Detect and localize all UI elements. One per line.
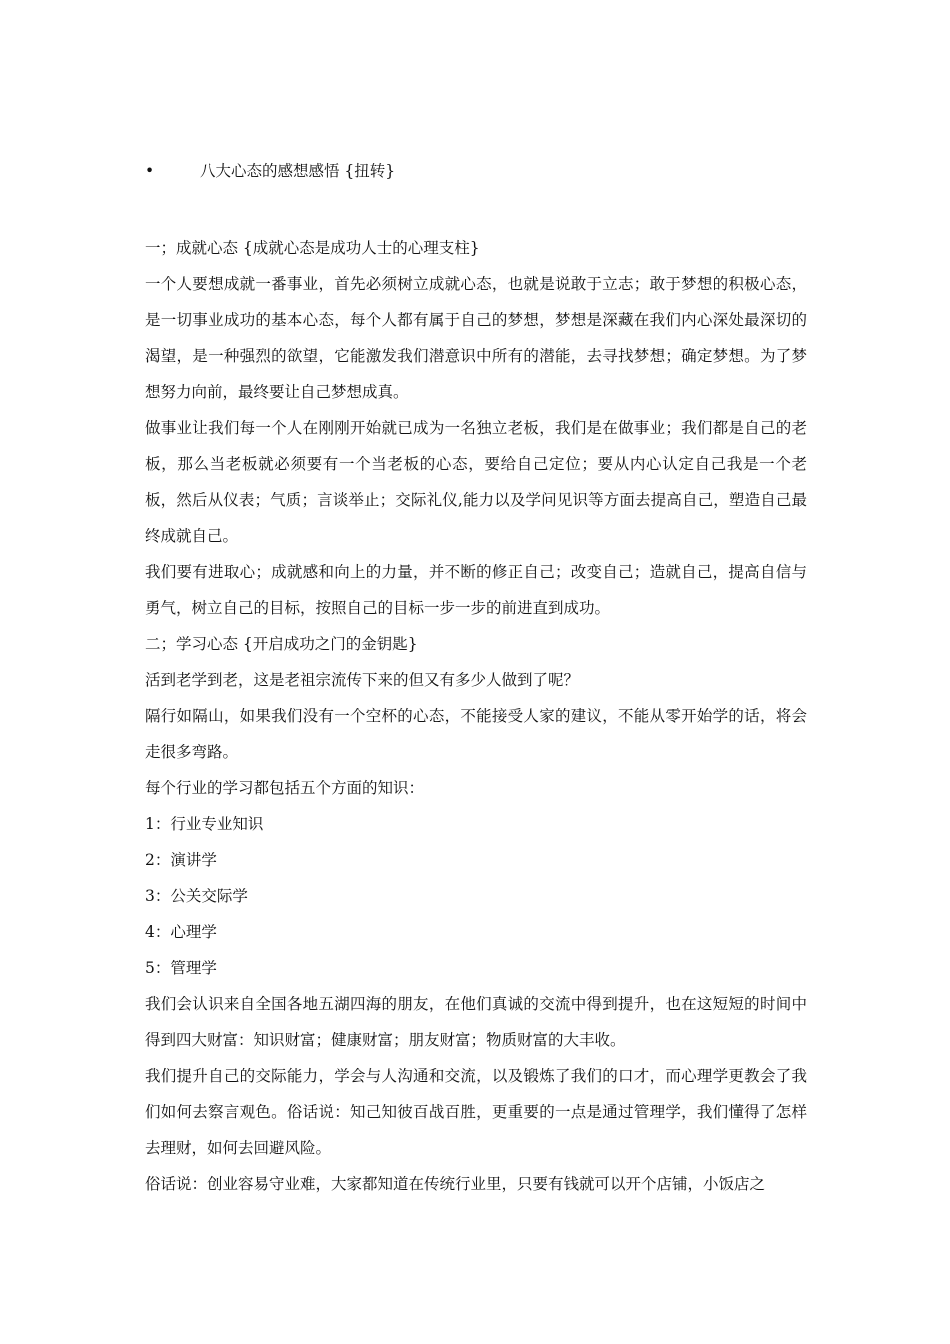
paragraph: 隔行如隔山，如果我们没有一个空杯的心态，不能接受人家的建议，不能从零开始学的话，将会走很多弯路。 (145, 707, 807, 761)
section-heading-learning: 二；学习心态 {开启成功之门的金钥匙} (145, 635, 418, 653)
document-title: 八大心态的感想感悟 {扭转} (200, 162, 396, 180)
list-item: 2：演讲学 (145, 851, 217, 869)
bullet-icon: • (145, 162, 155, 180)
paragraph: 我们提升自己的交际能力，学会与人沟通和交流，以及锻炼了我们的口才，而心理学更教会了我们如何去察言观色。俗话说：知己知彼百战百胜，更重要的一点是通过管理学，我们懂得了怎样去理财，如何去回避风险。 (145, 1067, 807, 1157)
paragraph: 我们会认识来自全国各地五湖四海的朋友，在他们真诚的交流中得到提升，也在这短短的时间中得到四大财富：知识财富；健康财富；朋友财富；物质财富的大丰收。 (145, 995, 807, 1049)
list-item: 3：公关交际学 (145, 887, 248, 905)
document-title-line (145, 160, 395, 182)
paragraph: 我们要有进取心；成就感和向上的力量，并不断的修正自己；改变自己；造就自己，提高自信与勇气，树立自己的目标，按照自己的目标一步一步的前进直到成功。 (145, 563, 807, 617)
list-item: 5：管理学 (145, 959, 217, 977)
section-heading-achievement: 一；成就心态 {成就心态是成功人士的心理支柱} (145, 239, 480, 257)
document-body (145, 230, 807, 1202)
paragraph: 每个行业的学习都包括五个方面的知识： (145, 779, 425, 797)
list-item: 1：行业专业知识 (145, 815, 264, 833)
paragraph: 俗话说：创业容易守业难，大家都知道在传统行业里，只要有钱就可以开个店铺，小饭店之 (145, 1175, 766, 1193)
paragraph: 一个人要想成就一番事业，首先必须树立成就心态，也就是说敢于立志；敢于梦想的积极心态，是一切事业成功的基本心态，每个人都有属于自己的梦想，梦想是深藏在我们内心深处最深切的渴望，是一种强烈的欲望，它能激发我们潜意识中所有的潜能，去寻找梦想；确定梦想。为了梦想努力向前，最终要让自己梦想成真。 (145, 275, 807, 401)
paragraph: 做事业让我们每一个人在刚刚开始就已成为一名独立老板，我们是在做事业；我们都是自己的老板，那么当老板就必须要有一个当老板的心态，要给自己定位；要从内心认定自己我是一个老板，然后从仪表；气质；言谈举止；交际礼仪,能力以及学问见识等方面去提高自己，塑造自己最终成就自己。 (145, 419, 807, 545)
list-item: 4：心理学 (145, 923, 217, 941)
paragraph: 活到老学到老，这是老祖宗流传下来的但又有多少人做到了呢？ (145, 671, 580, 689)
